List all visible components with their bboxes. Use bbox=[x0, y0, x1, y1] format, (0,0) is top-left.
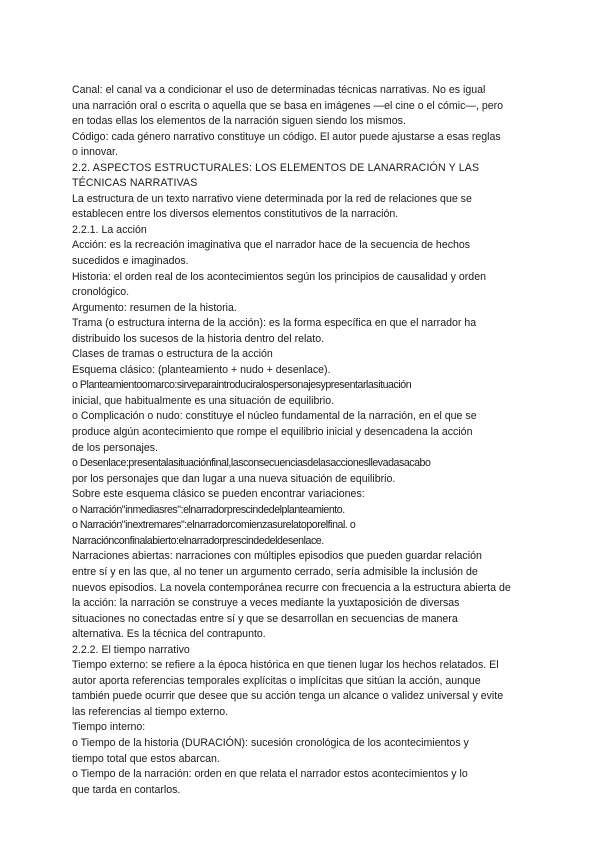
text-line-22: o Complicación o nudo: constituye el núcleo fundamental de la narración, en el que se bbox=[72, 410, 477, 423]
section-heading-line-2: TÉCNICAS NARRATIVAS bbox=[72, 177, 198, 190]
text-line-36: alternativa. Es la técnica del contrapunto. bbox=[72, 628, 266, 641]
text-line-32: entre sí y en las que, al no tener un argumento cerrado, sería admisible la inclusión de bbox=[72, 565, 478, 578]
text-line-2: una narración oral o escrita o aquella que se basa en imágenes —el cine o el cómic—, pero bbox=[72, 99, 504, 112]
text-line-30: Narraciónconfinalabierto:elnarradorprescindedeldesenlace. bbox=[72, 534, 324, 547]
text-line-33: nuevos episodios. La novela contemporánea recurre con frecuencia a la estructura abierta de bbox=[72, 581, 511, 594]
section-heading-line-1: 2.2. ASPECTOS ESTRUCTURALES: LOS ELEMENTOS DE LANARRACIÓN Y LAS bbox=[72, 161, 480, 174]
text-line-17: distribuido los sucesos de la historia dentro del relato. bbox=[72, 332, 325, 345]
text-line-15: Argumento: resumen de la historia. bbox=[72, 301, 237, 314]
text-line-24: de los personajes. bbox=[72, 441, 158, 454]
text-line-45: o Tiempo de la narración: orden en que relata el narrador estos acontecimientos y lo bbox=[72, 768, 468, 781]
text-line-28: o Narración"inmediasres":elnarradorprescindedelplanteamiento. bbox=[72, 503, 345, 516]
text-line-1: Canal: el canal va a condicionar el uso de determinadas técnicas narrativas. No es igual bbox=[72, 84, 486, 96]
text-line-39: autor aporta referencias temporales explícitas o implícitas que sitúan la acción, aunque bbox=[72, 674, 481, 687]
text-line-46: que tarda en contarlos. bbox=[72, 783, 181, 796]
text-line-16: Trama (o estructura interna de la acción): es la forma específica en que el narrador ha bbox=[72, 317, 477, 330]
text-line-35: situaciones no conectadas entre sí y que se desarrollan en secuencias de manera bbox=[72, 612, 458, 625]
text-line-31: Narraciones abiertas: narraciones con múltiples episodios que pueden guardar relación bbox=[72, 550, 482, 563]
document-body bbox=[72, 83, 532, 798]
subsection-heading-accion: 2.2.1. La acción bbox=[72, 223, 147, 236]
text-line-27: Sobre este esquema clásico se pueden encontrar variaciones: bbox=[72, 488, 365, 501]
text-line-12: sucedidos e imaginados. bbox=[72, 255, 189, 268]
text-line-38: Tiempo externo: se refiere a la época histórica en que tienen lugar los hechos relatados. El bbox=[72, 659, 499, 672]
text-line-5: o innovar. bbox=[72, 146, 118, 159]
text-line-43: o Tiempo de la historia (DURACIÓN): sucesión cronológica de los acontecimientos y bbox=[72, 736, 469, 749]
text-line-20: o Planteamientoomarco:sirveparaintroduciralospersonajesypresentarlasituación bbox=[72, 379, 412, 392]
text-line-41: las referencias al tiempo externo. bbox=[72, 705, 229, 718]
text-line-9: establecen entre los diversos elementos constitutivos de la narración. bbox=[72, 208, 399, 221]
text-line-8: La estructura de un texto narrativo viene determinada por la red de relaciones que se bbox=[72, 192, 472, 205]
text-line-14: cronológico. bbox=[72, 286, 130, 299]
text-line-3: en todas ellas los elementos de la narración siguen siendo los mismos. bbox=[72, 115, 406, 128]
text-line-19: Esquema clásico: (planteamiento + nudo + desenlace). bbox=[72, 363, 331, 376]
text-line-25: o Desenlace:presentalasituaciónfinal,lasconsecuenciasdelasaccionesllevadasacabo bbox=[72, 457, 431, 470]
text-line-42: Tiempo interno: bbox=[72, 721, 146, 734]
text-line-21: inicial, que habitualmente es una situación de equilibrio. bbox=[72, 394, 335, 407]
text-line-34: la acción: la narración se construye a veces mediante la yuxtaposición de diversas bbox=[72, 597, 460, 610]
text-line-23: produce algún acontecimiento que rompe el equilibrio inicial y desencadena la acción bbox=[72, 426, 473, 439]
text-line-44: tiempo total que estos abarcan. bbox=[72, 752, 220, 765]
text-line-4: Código: cada género narrativo constituye un código. El autor puede ajustarse a esas reglas bbox=[72, 130, 501, 143]
text-line-18: Clases de tramas o estructura de la acción bbox=[72, 348, 273, 361]
text-line-29: o Narración"inextremares":elnarradorcomienzasurelatoporelfinal. o bbox=[72, 519, 356, 532]
text-line-11: Acción: es la recreación imaginativa que el narrador hace de la secuencia de hechos bbox=[72, 239, 471, 252]
text-line-13: Historia: el orden real de los acontecimientos según los principios de causalidad y orden bbox=[72, 270, 486, 283]
text-line-40: también puede ocurrir que desee que su acción tenga un alcance o validez universal y evite bbox=[72, 690, 504, 703]
text-line-26: por los personajes que dan lugar a una nueva situación de equilibrio. bbox=[72, 472, 396, 485]
subsection-heading-tiempo: 2.2.2. El tiempo narrativo bbox=[72, 643, 190, 656]
